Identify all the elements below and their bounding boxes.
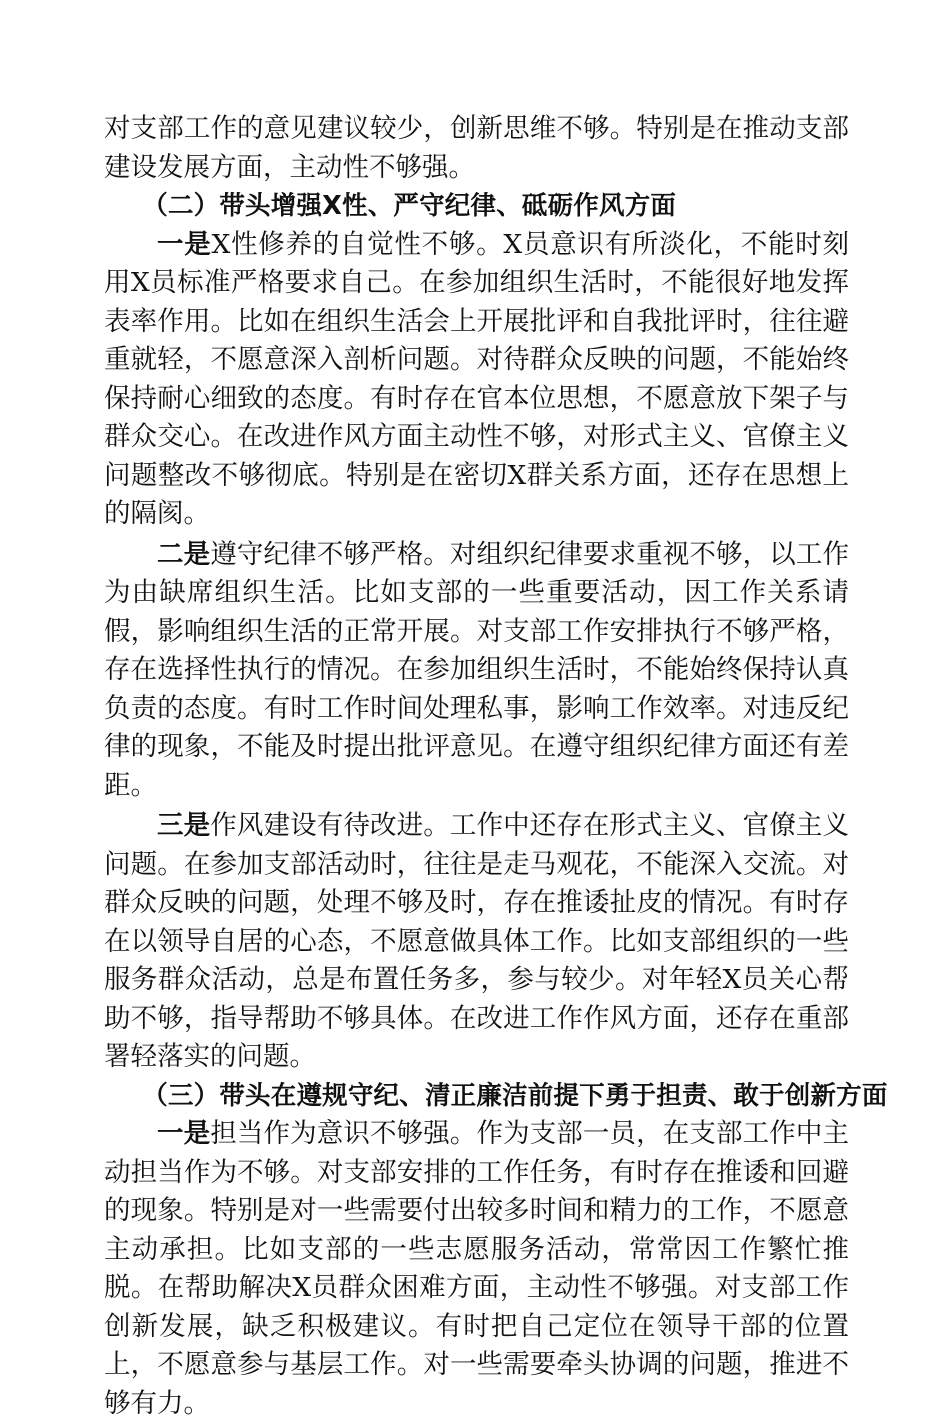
paragraph-lead: 一是 (157, 1118, 211, 1149)
paragraph-lead: 三是 (157, 810, 211, 841)
paragraph-2-2 (104, 536, 849, 806)
paragraph-text: X性修养的自觉性不够。X员意识有所淡化，不能时刻用X员标准严格要求自己。在参加组织生活时，不能很好地发挥表率作用。比如在组织生活会上开展批评和自我批评时，往往避重就轻，不愿意深入剖析问题。对待群众反映的问题，不能始终保持耐心细致的态度。有时存在官本位思想，不愿意放下架子与群众交心。在改进作风方面主动性不够，对形式主义、官僚主义问题整改不够彻底。特别是在密切X群关系方面，还存在思想上的隔阂。 (104, 228, 850, 529)
document-body (104, 110, 888, 1423)
paragraph-lead: 二是 (157, 538, 211, 570)
paragraph-2-1 (104, 226, 849, 534)
paragraph-text: 担当作为意识不够强。作为支部一员，在支部工作中主动担当作为不够。对支部安排的工作任务，有时存在推诿和回避的现象。特别是对一些需要付出较多时间和精力的工作，不愿意主动承担。比如支部的一些志愿服务活动，常常因工作繁忙推脱。在帮助解决X员群众困难方面，主动性不够强。对支部工作创新发展，缺乏积极建议。有时把自己定位在领导干部的位置上，不愿意参与基层工作。对一些需要牵头协调的问题，推进不够有力。 (104, 1118, 850, 1419)
paragraph-text: 作风建设有待改进。工作中还存在形式主义、官僚主义问题。在参加支部活动时，往往是走马观花，不能深入交流。对群众反映的问题，处理不够及时，存在推诿扯皮的情况。有时存在以领导自居的心态，不愿意做具体工作。比如支部组织的一些服务群众活动，总是布置任务多，参与较少。对年轻X员关心帮助不够，指导帮助不够具体。在改进工作作风方面，还存在重部署轻落实的问题。 (104, 810, 850, 1072)
intro-paragraph: 对支部工作的意见建议较少，创新思维不够。特别是在推动支部建设发展方面，主动性不够强。 (104, 113, 849, 183)
paragraph-lead: 一是 (157, 228, 212, 260)
paragraph-2-3 (104, 807, 849, 1077)
paragraph-3-1 (104, 1115, 849, 1423)
paragraph-text: 遵守纪律不够严格。对组织纪律要求重视不够，以工作为由缺席组织生活。比如支部的一些重要活动，因工作关系请假，影响组织生活的正常开展。对支部工作安排执行不够严格，存在选择性执行的情况。在参加组织生活时，不能始终保持认真负责的态度。有时工作时间处理私事，影响工作效率。对违反纪律的现象，不能及时提出批评意见。在遵守组织纪律方面还有差距。 (104, 538, 850, 801)
section-heading-3: （三）带头在遵规守纪、清正廉洁前提下勇于担责、敢于创新方面 (142, 1080, 888, 1111)
section-heading-2: （二）带头增强X性、严守纪律、砥砺作风方面 (142, 191, 677, 221)
